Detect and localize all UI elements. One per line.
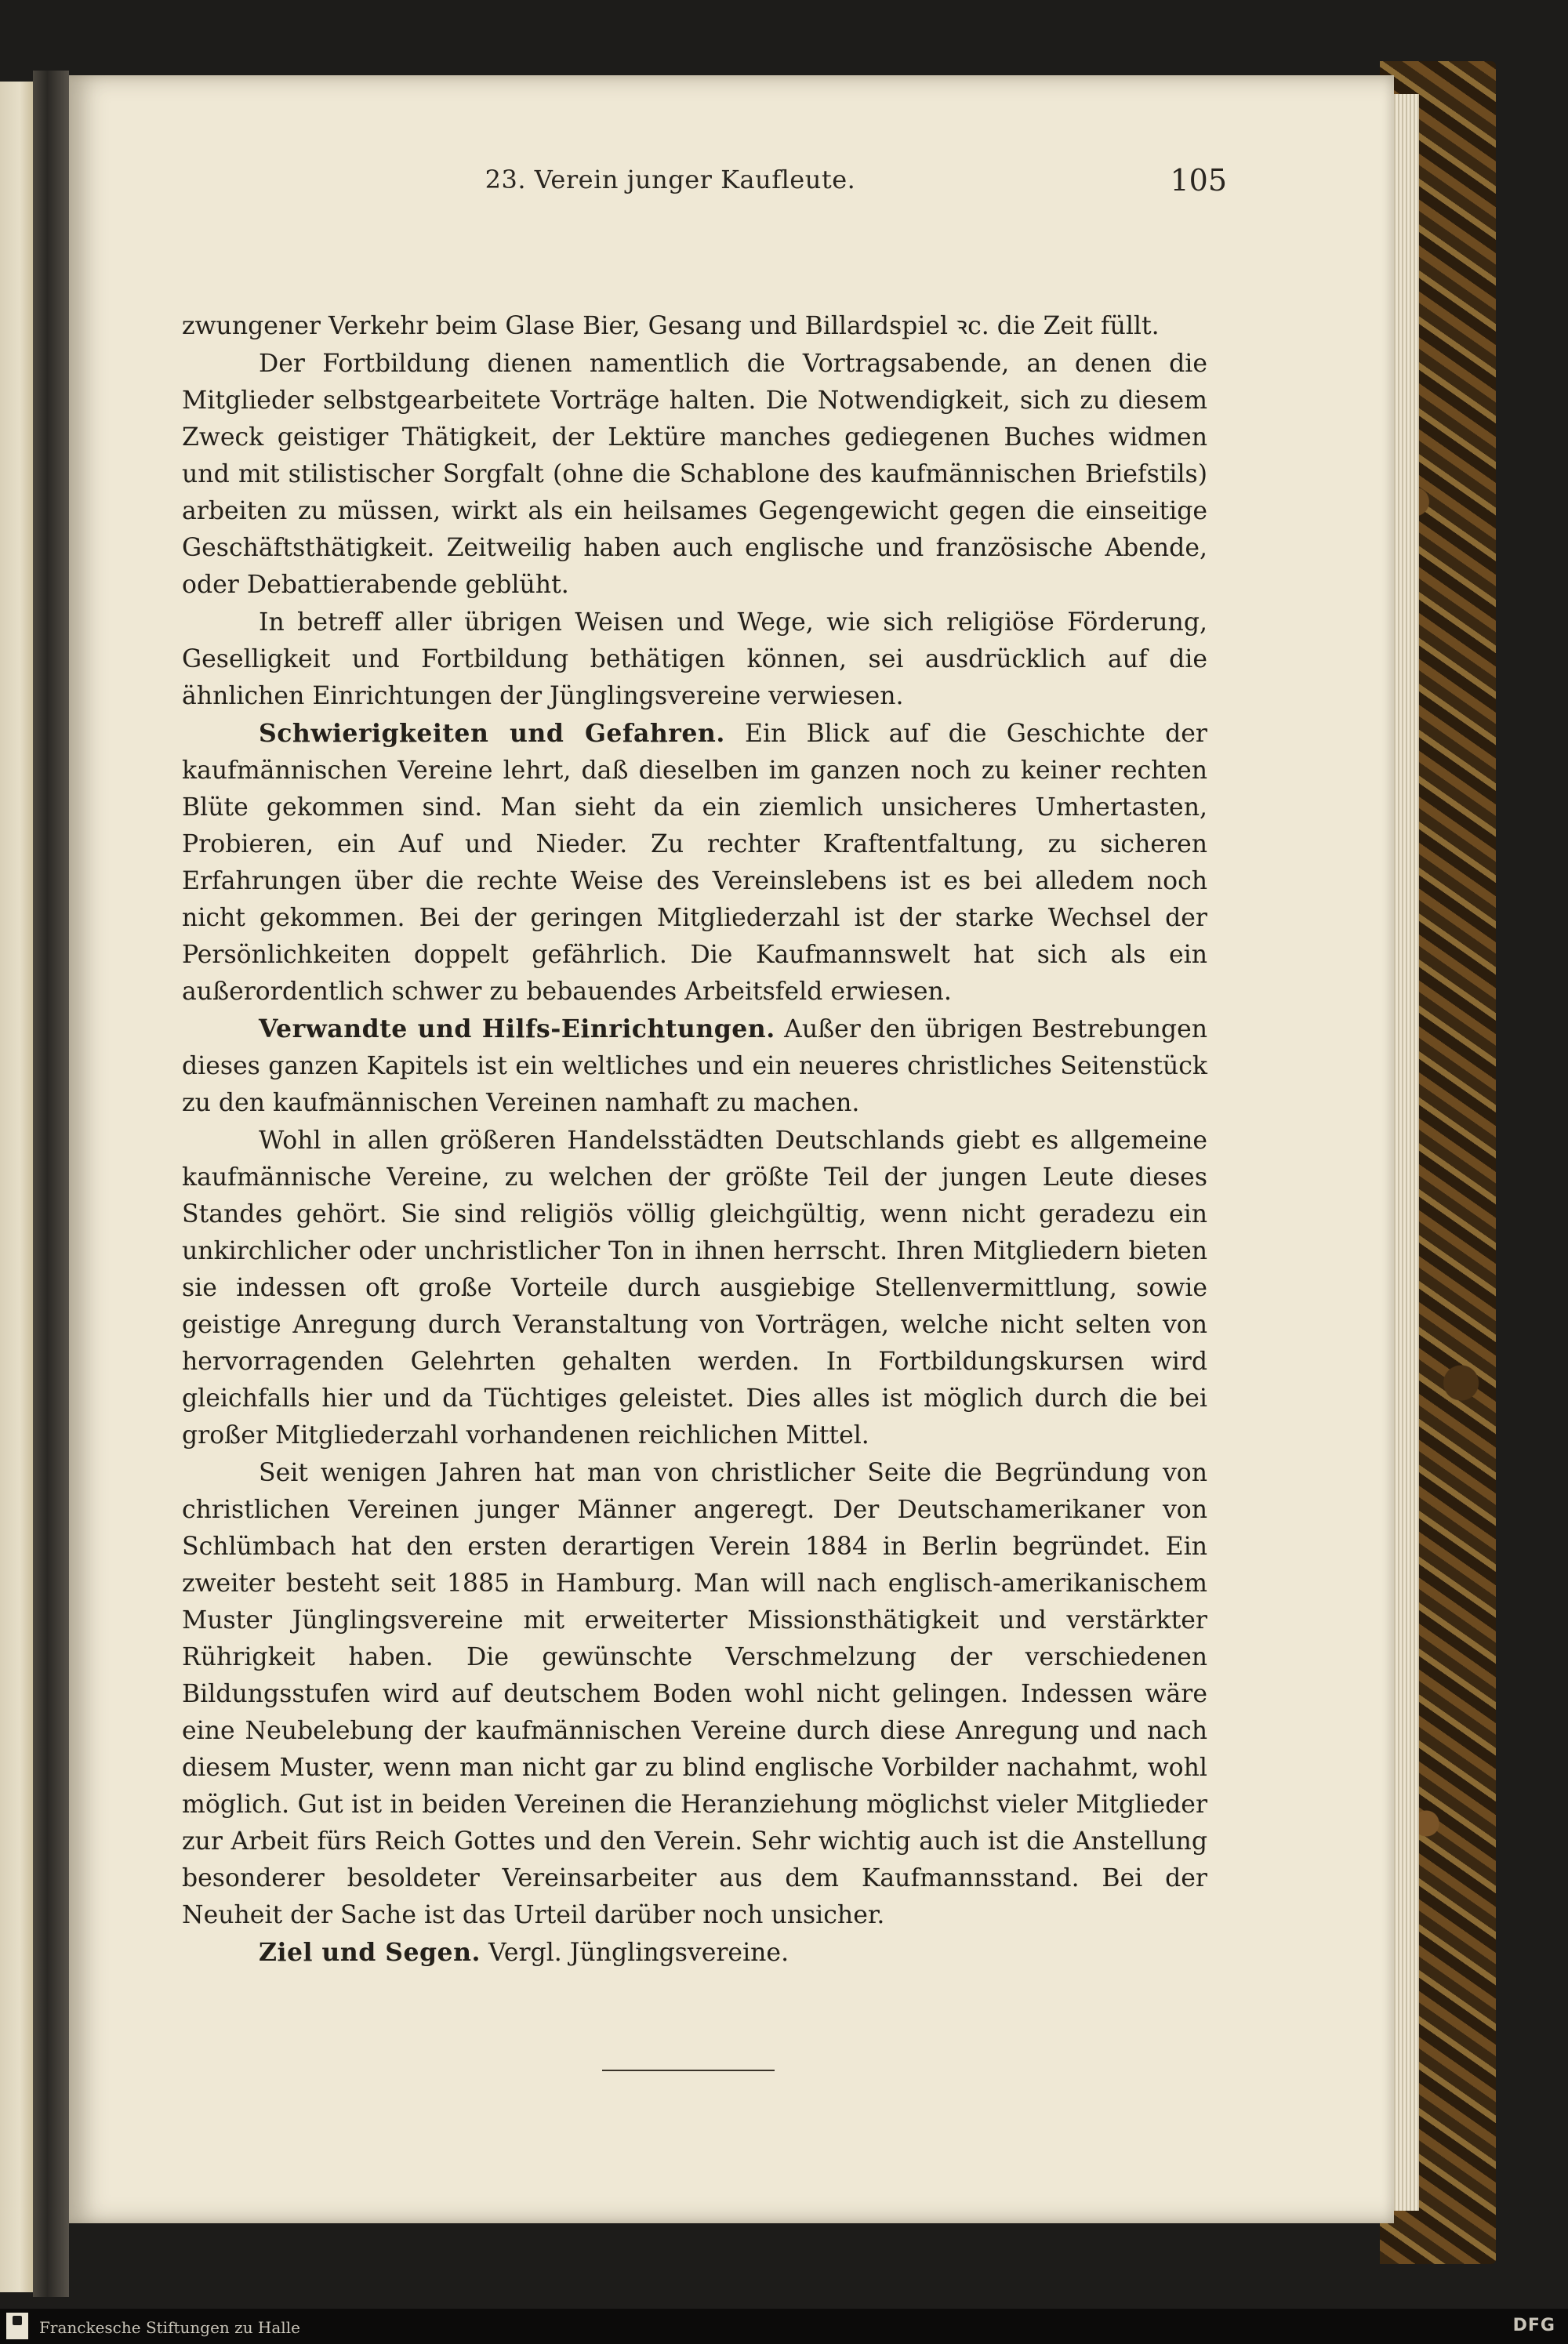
page-number: 105 (1170, 163, 1227, 198)
paragraph-text: Wohl in allen größeren Handelsstädten Deutschlands giebt es allgemeine kaufmännische Vereine, zu welchen der größte Teil der jungen Leute dieses Standes gehört. Sie sind religiös völlig gleichgültig, wenn nicht geradezu ein unkirchlicher oder unchristlicher Ton in ihnen herrscht. Ihren Mitgliedern bieten sie indessen oft große Vorteile durch ausgiebige Stellenvermittlung, sowie geistige Anregung durch Veranstaltung von Vorträgen, welche nicht selten von hervorragenden Gelehrten gehalten werden. In Fortbildungskursen wird gleichfalls hier und da Tüchtiges geleistet. Dies alles ist möglich durch die bei großer Mitgliederzahl vorhandenen reichlichen Mittel. (182, 1127, 1207, 1450)
paragraph-text: Vergl. Jünglingsvereine. (480, 1939, 789, 1967)
paragraph-text: Ein Blick auf die Geschichte der kaufmännischen Vereine lehrt, daß dieselben im ganzen noch zu keiner rechten Blüte gekommen sind. Man sieht da ein ziemlich unsicheres Umhertasten, Probieren, ein Auf und Nieder. Zu rechter Kraftentfaltung, zu sicheren Erfahrungen über die rechte Weise des Vereinslebens ist es bei alledem noch nicht gekommen. Bei der geringen Mitgliederzahl ist der starke Wechsel der Persönlichkeiten doppelt gefährlich. Die Kaufmannswelt hat sich als ein außerordentlich schwer zu bebauendes Arbeitsfeld erwiesen. (182, 720, 1207, 1006)
footer-institution: Franckesche Stiftungen zu Halle (39, 2318, 300, 2337)
paragraph-text: Außer den übrigen Bestrebungen dieses ganzen Kapitels ist ein weltliches und ein neueres christliches Seitenstück zu den kaufmännischen Vereinen namhaft zu machen. (182, 1015, 1207, 1117)
paragraph (182, 345, 1207, 604)
paragraph (182, 715, 1207, 1011)
paragraph-text: Seit wenigen Jahren hat man von christlicher Seite die Begründung von christlichen Vereinen junger Männer angeregt. Der Deutschamerikaner von Schlümbach hat den ersten derartigen Verein 1884 in Berlin begründet. Ein zweiter besteht seit 1885 in Hamburg. Man will nach englisch-amerikanischem Muster Jünglingsvereine mit erweiterter Missionsthätigkeit und verstärkter Rührigkeit haben. Die gewünschte Verschmelzung der verschiedenen Bildungsstufen wird auf deutschem Boden wohl nicht gelingen. Indessen wäre eine Neubelebung der kaufmännischen Vereine durch diese Anregung und nach diesem Muster, wenn man nicht gar zu blind englische Vorbilder nachahmt, wohl möglich. Gut ist in beiden Vereinen die Heranziehung möglichst vieler Mitglieder zur Arbeit fürs Reich Gottes und den Verein. Sehr wichtig auch ist die Anstellung besonderer besoldeter Vereinsarbeiter aus dem Kaufmannsstand. Bei der Neuheit der Sache ist das Urteil darüber noch unsicher. (182, 1459, 1207, 1929)
book-gutter (33, 71, 69, 2297)
left-page-edge (0, 82, 33, 2292)
section-heading: Schwierigkeiten und Gefahren. (259, 719, 725, 748)
section-heading: Verwandte und Hilfs-Einrichtungen. (259, 1014, 775, 1043)
body-text (182, 307, 1207, 1972)
dfg-logo: DFG (1512, 2316, 1555, 2335)
paragraph (182, 1122, 1207, 1454)
page-header (114, 165, 1227, 212)
institution-logo-icon (6, 2313, 28, 2339)
paragraph-text: Der Fortbildung dienen namentlich die Vortragsabende, an denen die Mitglieder selbstgearbeitete Vorträge halten. Die Notwendigkeit, sich zu diesem Zweck geistiger Thätigkeit, der Lektüre manches gediegenen Buches widmen und mit stilistischer Sorgfalt (ohne die Schablone des kaufmännischen Briefstils) arbeiten zu müssen, wirkt als ein heilsames Gegengewicht gegen die einseitige Geschäftsthätigkeit. Zeitweilig haben auch englische und französische Abende, oder Debattierabende geblüht. (182, 350, 1207, 599)
paragraph (182, 1011, 1207, 1122)
paragraph (182, 1454, 1207, 1934)
end-rule (602, 2070, 775, 2071)
paragraph (182, 307, 1207, 345)
paragraph (182, 604, 1207, 715)
paragraph-text: zwungener Verkehr beim Glase Bier, Gesang und Billardspiel ꝛc. die Zeit füllt. (182, 312, 1160, 340)
paragraph (182, 1934, 1207, 1972)
running-title: 23. Verein junger Kaufleute. (485, 165, 856, 194)
section-heading: Ziel und Segen. (259, 1938, 481, 1967)
paragraph-text: In betreff aller übrigen Weisen und Wege, wie sich religiöse Förderung, Geselligkeit und Fortbildung bethätigen können, sei ausdrücklich auf die ähnlichen Einrichtungen der Jünglingsvereine verwiesen. (182, 608, 1207, 710)
